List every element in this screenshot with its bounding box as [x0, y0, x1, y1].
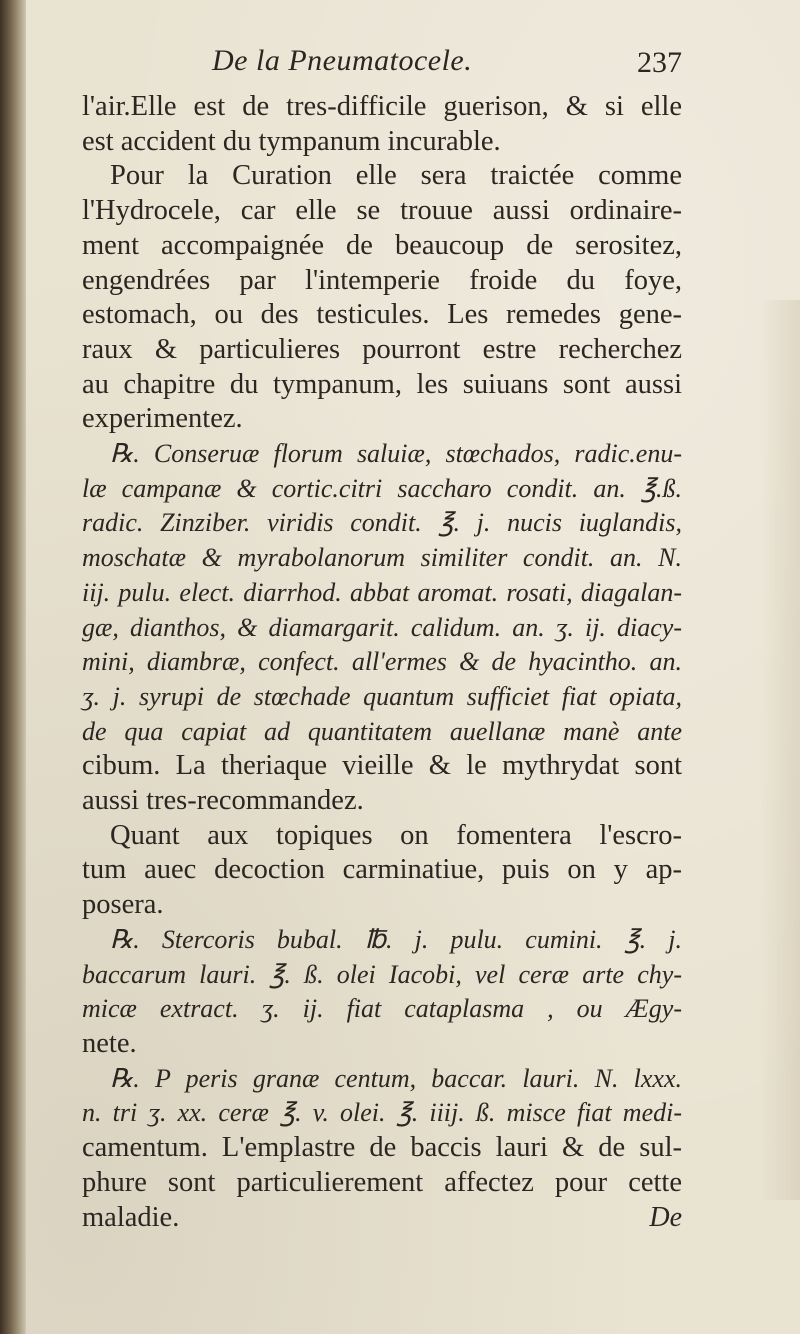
- text-line: cibum. La theriaque vieille & le mythrydat sont: [82, 750, 682, 782]
- text-line: n. tri ʒ. xx. ceræ ℥. v. olei. ℥. iiij. ß. misce fiat medi-: [82, 1098, 682, 1128]
- text-line: Quant aux topiques on fomentera l'escro-: [110, 819, 682, 851]
- text-line: gæ, dianthos, & diamargarit. calidum. an. ʒ. ij. diacy-: [82, 612, 682, 642]
- text-line: estomach, ou des testicules. Les remedes gene-: [82, 299, 682, 331]
- text-line: nete.: [82, 1027, 137, 1059]
- text-line: l'air.Elle est de tres-difficile guerison, & si elle: [82, 91, 682, 122]
- text-line: phure sont particulierement affectez pour cette: [82, 1166, 682, 1198]
- text-line: ment accompaignée de beaucoup de serositez,: [82, 229, 682, 261]
- binding-gutter: [0, 0, 26, 1334]
- text-line: tum auec decoction carminatiue, puis on y ap-: [82, 854, 682, 886]
- text-line: maladie.: [82, 1201, 180, 1233]
- text-line: micæ extract. ʒ. ij. fiat cataplasma , ou Ægy-: [82, 994, 682, 1024]
- text-line: aussi tres-recommandez.: [82, 785, 364, 817]
- text-line: de qua capiat ad quantitatem auellanæ manè ante: [82, 716, 682, 746]
- text-line: posera.: [82, 889, 164, 921]
- text-line: raux & particulieres pourront estre recherchez: [82, 333, 682, 365]
- text-line: au chapitre du tympanum, les suiuans sont aussi: [82, 368, 682, 400]
- text-line: iij. pulu. elect. diarrhod. abbat aromat. rosati, diagalan-: [82, 577, 682, 607]
- text-line: mini, diambræ, confect. all'ermes & de hyacintho. an.: [82, 647, 682, 677]
- page-stain: [760, 300, 800, 1200]
- text-line: læ campanæ & cortic.citri saccharo condit. an. ℥.ß.: [82, 473, 682, 503]
- catchword: De: [649, 1201, 682, 1233]
- text-line: ℞. Stercoris bubal. ℔. j. pulu. cumini. ℥. j.: [110, 924, 682, 954]
- text-line: Pour la Curation elle sera traictée comme: [110, 160, 682, 192]
- page-number: 237: [637, 46, 682, 79]
- text-line: ℞. Conseruæ florum saluiæ, stœchados, radic.enu-: [110, 439, 682, 469]
- text-line: experimentez.: [82, 403, 243, 435]
- text-line: radic. Zinziber. viridis condit. ℥. j. nucis iuglandis,: [82, 508, 682, 538]
- page-header: [82, 44, 682, 90]
- body-text: [82, 90, 682, 1235]
- text-line: ℞. P peris granæ centum, baccar. lauri. N. lxxx.: [110, 1063, 682, 1093]
- running-head: De la Pneumatocele.: [212, 44, 473, 77]
- text-line: camentum. L'emplastre de baccis lauri & de sul-: [82, 1132, 682, 1164]
- text-line: est accident du tympanum incurable.: [82, 125, 501, 157]
- text-line: moschatæ & myrabolanorum similiter condit. an. N.: [82, 543, 682, 573]
- text-line: ʒ. j. syrupi de stœchade quantum sufficiet fiat opiata,: [82, 681, 682, 711]
- text-line: l'Hydrocele, car elle se trouue aussi ordinaire-: [82, 195, 682, 227]
- text-block: [82, 44, 682, 1235]
- text-line: baccarum lauri. ℥. ß. olei Iacobi, vel ceræ arte chy-: [82, 959, 682, 989]
- text-line: engendrées par l'intemperie froide du foye,: [82, 264, 682, 296]
